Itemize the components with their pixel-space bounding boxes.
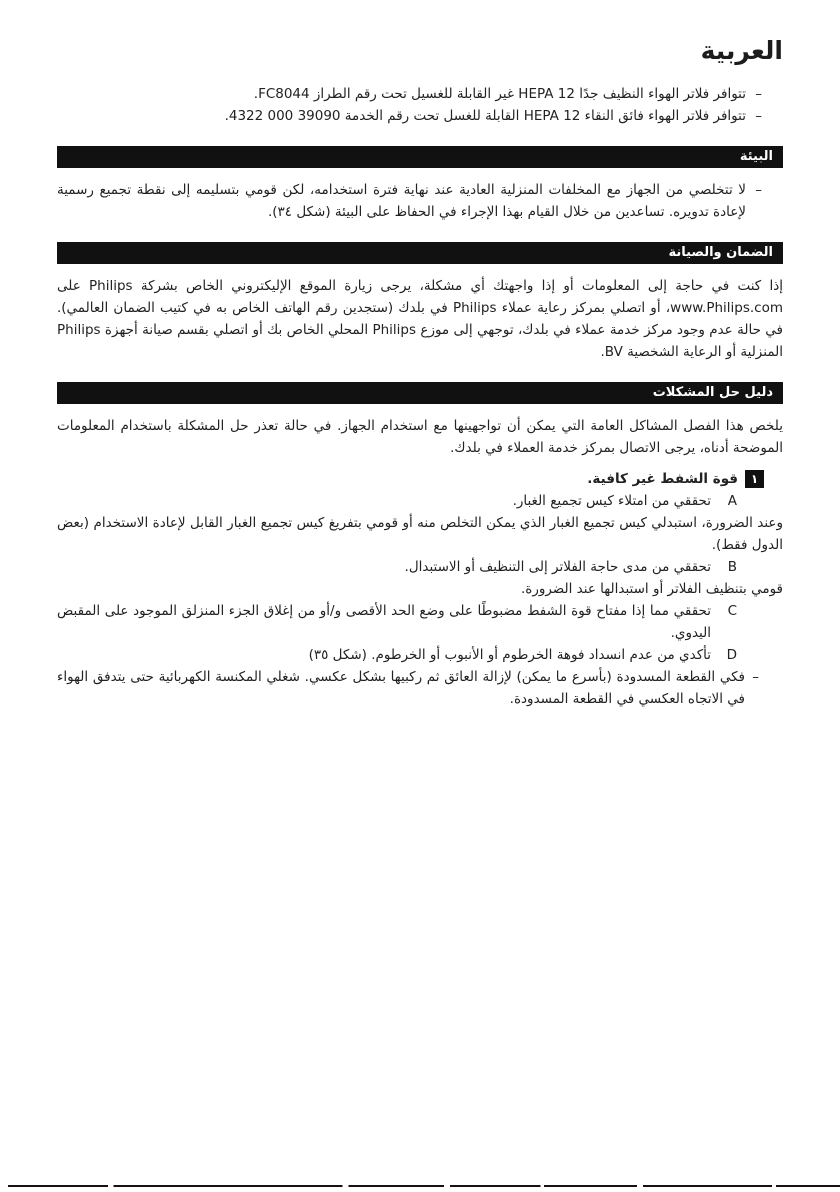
troubleshooting-step (57, 644, 783, 666)
step-marker: A (727, 493, 737, 509)
section-header-label: دليل حل المشكلات (652, 385, 773, 400)
filter-note-text: تتوافر فلاتر الهواء فائق النقاء HEPA 12 القابلة للغسل تحت رقم الخدمة ‎4322 000 39090. (224, 108, 746, 124)
language-title: العربية (700, 36, 783, 65)
step-text: تأكدي من عدم انسداد فوهة الخرطوم أو الأنبوب أو الخرطوم. (شكل ٣٥) (308, 647, 711, 663)
problem-title: قوة الشفط غير كافية. (587, 471, 738, 487)
page-content (57, 36, 783, 710)
step-text: تحققي من امتلاء كيس تجميع الغبار. (512, 493, 711, 509)
dash-bullet-marker: – (755, 108, 762, 124)
dash-bullet-marker: – (755, 182, 762, 198)
environment-text: لا تتخلصي من الجهاز مع المخلفات المنزلية العادية عند نهاية فترة استخدامه، لكن قومي بتسليمه إلى نقطة تجميع رسمية لإعادة تدويره. تساعدين من خلال القيام بهذا الإجراء في الحفاظ على البيئة (شكل ٣٤). (57, 182, 746, 220)
scan-artifact-line (8, 1185, 840, 1187)
section-header-label: الضمان والصيانة (668, 245, 773, 260)
problem-heading (57, 468, 783, 490)
troubleshooting-step (57, 556, 783, 578)
step-note: قومي بتنظيف الفلاتر أو استبدالها عند الضرورة. (520, 581, 783, 597)
troubleshooting-step (57, 490, 783, 512)
filter-note-text: تتوافر فلاتر الهواء النظيف جدًا HEPA 12 غير القابلة للغسيل تحت رقم الطراز FC8044. (253, 86, 746, 102)
environment-paragraph (57, 179, 783, 223)
step-text: تحققي مما إذا مفتاح قوة الشفط مضبوطًا على وضع الحد الأقصى و/أو من إغلاق الجزء المنزلق الموجود على المقبض اليدوي. (57, 603, 711, 641)
section-header-troubleshooting (57, 382, 783, 404)
dash-bullet-marker: – (752, 669, 759, 685)
filter-note (57, 83, 783, 105)
troubleshooting-step (57, 666, 783, 710)
section-header-environment (57, 146, 783, 168)
step-text: فكي القطعة المسدودة (بأسرع ما يمكن) لإزالة العائق ثم ركبيها بشكل عكسي. شغلي المكنسة الكهربائية حتى يتدفق الهواء في الاتجاه العكسي في القطعة المسدودة. (57, 669, 745, 707)
step-marker: B (727, 559, 737, 575)
troubleshooting-intro: يلخص هذا الفصل المشاكل العامة التي يمكن أن تواجهينها مع استخدام الجهاز. في حالة تعذر حل المشكلة باستخدام المعلومات الموضحة أدناه، يرجى الاتصال بمركز خدمة العملاء في بلدك. (57, 418, 783, 456)
guarantee-paragraph: إذا كنت في حاجة إلى المعلومات أو إذا واجهتك أي مشكلة، يرجى زيارة الموقع الإليكتروني الخاص بشركة Philips على www.Philips.com، أو اتصلي بمركز رعاية عملاء Philips في بلدك (ستجدين رقم الهاتف الخاص به في كتيب الضمان العالمي). في حالة عدم وجود مركز خدمة عملاء في بلدك، توجهي إلى موزع Philips المحلي الخاص بك أو اتصلي بقسم صيانة أجهزة Philips المنزلية أو الرعاية الشخصية BV. (57, 278, 784, 360)
troubleshooting-step (57, 600, 783, 644)
step-marker: D (726, 647, 737, 663)
dash-bullet-marker: – (755, 86, 762, 102)
problem-number-badge: ١ (745, 470, 764, 488)
filter-note (57, 105, 783, 127)
step-note: وعند الضرورة، استبدلي كيس تجميع الغبار الذي يمكن التخلص منه أو قومي بتفريغ كيس تجميع الغبار القابل لإعادة الاستخدام (بعض الدول فقط). (57, 515, 783, 553)
section-header-guarantee (57, 242, 783, 264)
filter-note-list (57, 83, 783, 127)
step-text: تحققي من مدى حاجة الفلاتر إلى التنظيف أو الاستبدال. (404, 559, 711, 575)
section-header-label: البيئة (739, 149, 773, 164)
step-marker: C (727, 603, 737, 619)
